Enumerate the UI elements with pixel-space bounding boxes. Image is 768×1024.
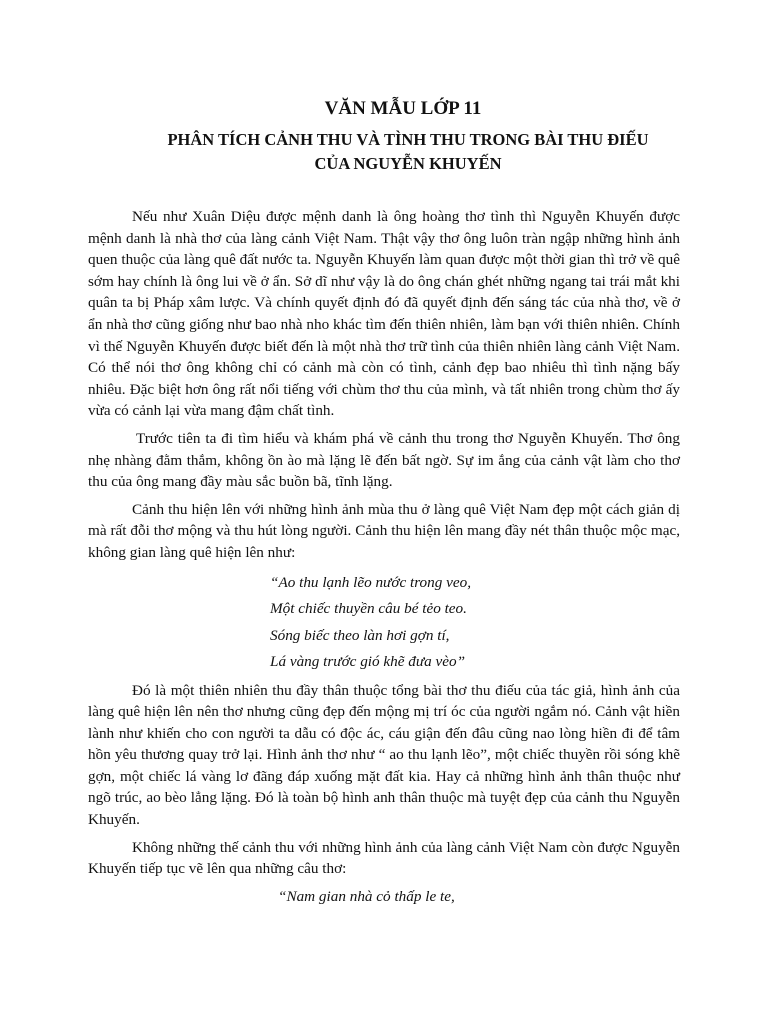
poem-line: Một chiếc thuyền câu bé tẻo teo. [270,600,467,617]
poem-line: “Ao thu lạnh lẽo nước trong veo, [270,573,472,591]
paragraph-khong-nhung: Không những thế cảnh thu với những hình ảnh của làng cảnh Việt Nam còn được Nguyễn Khuyến tiếp tục vẽ lên qua những câu thơ: [88,838,680,878]
document-subtitle [0,128,768,176]
paragraph-intro: Nếu như Xuân Diệu được mệnh danh là ông hoàng thơ tình thì Nguyễn Khuyến được mệnh danh là nhà thơ của làng cảnh Việt Nam. Thật vậy thơ ông luôn tràn ngập những hình ảnh quen thuộc của làng quê đất nước ta. Nguyễn Khuyến làm quan được một thời gian thì trở về quê sớm hay chính là ông lui về ở ẩn. Sở dĩ như vậy là do ông chán ghét những ngang tai trái mắt khi quân ta bị Pháp xâm lược. Và chính quyết định đó đã quyết định đến sáng tác của nhà thơ, về ở ẩn nhà thơ cũng giống như bao nhà nho khác tìm đến thiên nhiên, làm bạn với thiên nhiên. Chính vì thế Nguyễn Khuyến được biết đến là một nhà thơ trữ tình của thiên nhiên làng cảnh Việt Nam. Có thể nói thơ ông không chỉ có cảnh mà còn có tình, cảnh đẹp bao nhiêu thì tình nặng bấy nhiêu. Đặc biệt hơn ông rất nổi tiếng với chùm thơ thu của mình, và tất nhiên trong chùm thơ ấy vừa có cảnh lại vừa mang đậm chất tình. [88,208,680,420]
poem-line: Lá vàng trước gió khẽ đưa vèo” [270,653,466,670]
subtitle-line-2: CỦA NGUYỄN KHUYẾN [314,154,502,173]
poem-line: Sóng biếc theo làn hơi gợn tí, [270,626,450,644]
paragraph-canh-thu: Trước tiên ta đi tìm hiểu và khám phá về cảnh thu trong thơ Nguyễn Khuyến. Thơ ông nhẹ nhàng đằm thắm, không ồn ào mà lặng lẽ đến bất ngờ. Sự im ắng của cảnh vật làm cho thơ thu của ông mang đầy màu sắc buồn bã, tĩnh lặng. [88,429,680,491]
paragraph-canh-thu-hien-len: Cảnh thu hiện lên với những hình ảnh mùa thu ở làng quê Việt Nam đẹp một cách giản dị mà rất đỗi thơ mộng và thu hút lòng người. Cảnh thu hiện lên mang đầy nét thân thuộc mộc mạc, không gian làng quê hiện lên như: [88,500,680,561]
document-body [88,206,680,907]
subtitle-line-1: PHÂN TÍCH CẢNH THU VÀ TÌNH THU TRONG BÀI THU ĐIẾU [167,130,649,149]
document-title: VĂN MẪU LỚP 11 [324,98,482,119]
poem-quote-2-line: “Nam gian nhà cỏ thấp le te, [278,887,455,905]
poem-quote [270,570,680,676]
paragraph-thien-nhien: Đó là một thiên nhiên thu đầy thân thuộc tổng bài thơ thu điếu của tác giả, hình ảnh của làng quê hiện lên nên thơ nhưng cũng đẹp đến mộng mị trí óc của người ngắm nó. Cảnh vật hiền lành như khiến cho con người ta dẫu có độc ác, cáu giận đến đâu cũng nao lòng hiền đi để tâm hồn yêu thương quay trở lại. Hình ảnh thơ như “ ao thu lạnh lẽo”, một chiếc thuyền rồi sóng khẽ gợn, một chiếc lá vàng lơ đãng đáp xuống mặt đất kia. Hay cả những hình ảnh thân thuộc như ngõ trúc, ao bèo lẳng lặng. Đó là toàn bộ hình anh thân thuộc mà tuyệt đẹp của cảnh thu Nguyễn Khuyến. [88,681,680,829]
